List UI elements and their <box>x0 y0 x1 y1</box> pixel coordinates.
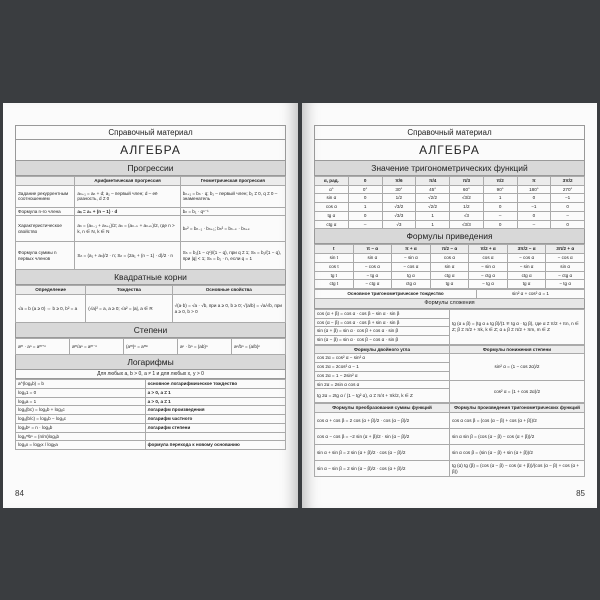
table-cell: sin α + sin β = 2 sin (α + β)/2 · cos (α − β)/2 <box>315 445 450 461</box>
left-header: Справочный материал <box>15 125 286 140</box>
table-cell: sin α cos β = (sin (α − β) + sin (α + β))/2 <box>450 445 585 461</box>
table-cell: cos 2α = cos² α − sin² α <box>315 354 450 363</box>
table-cell: − ctg α <box>353 280 392 289</box>
addition-title: Формулы сложения <box>314 299 585 309</box>
table-cell: Формула суммы n первых членов <box>16 242 75 270</box>
table-cell: cos α − cos β = −2 sin (α + β)/2 · sin (α − β)/2 <box>315 429 450 445</box>
table-cell <box>145 432 285 441</box>
logs-note: Для любых a, b > 0, a ≠ 1 и для любых x, y > 0 <box>15 370 286 379</box>
table-cell: logₐx = logᵦx / logᵦa <box>16 441 146 450</box>
table-cell: 0 <box>483 203 517 212</box>
progressions-title: Прогрессии <box>15 161 286 176</box>
table-cell: sin α <box>430 262 469 271</box>
page-number-right: 85 <box>576 489 585 498</box>
identity-table <box>314 289 585 299</box>
table-header-cell: π/2 <box>483 177 517 186</box>
table-cell: 270° <box>551 185 585 194</box>
table-cell: sin α − sin β = 2 sin (α − β)/2 · cos (α + β)/2 <box>315 461 450 477</box>
table-cell: √(a·b) = √a · √b, при a ≥ 0, b ≥ 0; √(a/b) = √a/√b, при a ≥ 0, b > 0 <box>172 295 285 323</box>
logs-table <box>15 379 286 450</box>
table-cell: 1/2 <box>450 203 484 212</box>
table-cell: 1 <box>416 211 450 220</box>
table-cell: logₐbⁿ = n · logₐb <box>16 423 146 432</box>
table-cell: 45° <box>416 185 450 194</box>
table-cell: Sₙ = (a₁ + aₙ)/2 · n; Sₙ = (2a₁ + (n − 1) · d)/2 · n <box>75 242 180 270</box>
table-row <box>315 211 585 220</box>
table-cell: 180° <box>517 185 551 194</box>
table-cell: a > 0, a ≠ 1 <box>145 397 285 406</box>
table-cell: aⁿ/bⁿ = (a/b)ⁿ <box>232 339 286 355</box>
table-cell: – <box>517 220 551 229</box>
table-cell: logₐa = 1 <box>16 397 146 406</box>
table-cell: a^(logₐb) = b <box>16 380 146 389</box>
identity-label: Основное тригонометрическое тождество <box>315 290 477 299</box>
addition-table <box>314 309 585 345</box>
table-cell: (√a)² = a, a ≥ 0; √a² = |a|, a ∈ R <box>86 295 172 323</box>
table-cell: − cos α <box>392 262 431 271</box>
table-cell: 0 <box>348 211 382 220</box>
table-cell: cos α <box>430 254 469 263</box>
table-cell: − sin α <box>469 262 508 271</box>
table-cell: sin α <box>315 194 349 203</box>
table-row <box>315 280 585 289</box>
table-cell: − cos α <box>546 254 585 263</box>
table-cell: bₙ² = bₙ₋₁ · bₙ₊₁; bₙ² = bₙ₋ₖ · bₙ₊ₖ <box>180 216 285 242</box>
table-cell: sin² α = (1 − cos 2α)/2 <box>450 354 585 380</box>
roots-title: Квадратные корни <box>15 270 286 285</box>
table-cell: − tg α <box>546 280 585 289</box>
table-cell: Sₙ = b₁(1 − qⁿ)/(1 − q), при q ≠ 1; Sₙ = b₁/(1 − q), при |q| < 1; Sₙ = b₁ · n, если q = 1 <box>180 242 285 270</box>
table-cell: логарифм частного <box>145 415 285 424</box>
table-header-cell: π/4 <box>416 177 450 186</box>
table-cell: tg α <box>430 280 469 289</box>
left-page <box>3 103 298 508</box>
table-cell: √2/2 <box>416 194 450 203</box>
table-cell: cos (α − β) = cos α · cos β + sin α · sin β <box>315 318 450 327</box>
table-cell: logₐ1 = 0 <box>16 388 146 397</box>
table-cell: sin α <box>353 254 392 263</box>
roots-header: Основные свойства <box>172 286 285 295</box>
table-cell: √3/2 <box>450 194 484 203</box>
table-header-cell: π/6 <box>382 177 416 186</box>
table-cell: 1 <box>416 220 450 229</box>
table-header-cell: π + α <box>392 245 431 254</box>
table-header-cell: π/3 <box>450 177 484 186</box>
right-page <box>302 103 597 508</box>
table-cell: cos 2α = 2cos² α − 1 <box>315 363 450 372</box>
prog-header-empty <box>16 177 75 186</box>
table-header-cell: π/2 + α <box>469 245 508 254</box>
table-cell: tg t <box>315 271 354 280</box>
table-cell: √3/3 <box>450 220 484 229</box>
table-cell: cos (α + β) = cos α · cos β − sin α · sin β <box>315 309 450 318</box>
table-cell: 1 <box>483 194 517 203</box>
roots-header: Определение <box>16 286 86 295</box>
table-cell: Задание рекуррентным соотношением <box>16 185 75 207</box>
table-header-cell: π − α <box>353 245 392 254</box>
table-cell: logₐ(bc) = logₐb + logₐc <box>16 406 146 415</box>
table-cell: sin t <box>315 254 354 263</box>
table-cell: 60° <box>450 185 484 194</box>
table-header-cell: α, рад. <box>315 177 349 186</box>
table-cell: sin α <box>546 262 585 271</box>
table-cell: 1 <box>348 203 382 212</box>
tg-addition-cell: tg (α ± β) = (tg α ± tg β)/(1 ∓ tg α · tg β), где α ≠ π/2 + πn, n ∈ Z; β ≠ π/2 + πk, k ∈ Z; α ± β ≠ π/2 + πm, m ∈ Z <box>450 309 585 344</box>
table-cell: − ctg α <box>546 271 585 280</box>
table-cell: cos α <box>469 254 508 263</box>
table-cell: sin (α + β) = sin α · cos β + cos α · sin β <box>315 327 450 336</box>
table-cell: 90° <box>483 185 517 194</box>
table-cell: a > 0, a ≠ 1 <box>145 388 285 397</box>
table-cell: логарифм произведения <box>145 406 285 415</box>
table-header-cell: t <box>315 245 354 254</box>
table-cell: основное логарифмическое тождество <box>145 380 285 389</box>
table-cell: cos α <box>315 203 349 212</box>
table-header-cell: π/2 − α <box>430 245 469 254</box>
logs-title: Логарифмы <box>15 355 286 370</box>
table-cell: 0° <box>348 185 382 194</box>
table-cell: ctg α <box>430 271 469 280</box>
table-cell: tg α <box>507 280 546 289</box>
table-row <box>315 271 585 280</box>
lowering-title: Формулы понижения степени <box>450 345 585 354</box>
table-row <box>315 194 585 203</box>
progressions-table <box>15 176 286 270</box>
trig-values-table <box>314 176 585 229</box>
roots-header: Тождества <box>86 286 172 295</box>
sum-to-product-title: Формулы преобразования суммы функций <box>315 404 450 413</box>
table-cell: √a = b (a ≥ 0) ⇔ b ≥ 0, b² = a <box>16 295 86 323</box>
identity-formula: sin² α + cos² α = 1 <box>477 290 585 299</box>
table-cell: logₐ(b/c) = logₐb − logₐc <box>16 415 146 424</box>
table-row <box>315 254 585 263</box>
right-header: Справочный материал <box>314 125 585 140</box>
table-cell: aⁿ · bⁿ = (ab)ⁿ <box>178 339 232 355</box>
page-number-left: 84 <box>15 489 24 498</box>
table-cell: 0 <box>551 203 585 212</box>
table-cell: − tg α <box>469 280 508 289</box>
table-cell: − ctg α <box>469 271 508 280</box>
table-cell: √2/2 <box>416 203 450 212</box>
table-cell: cos 2α = 1 − 2sin² α <box>315 371 450 380</box>
table-cell: sin 2α = 2sin α cos α <box>315 380 450 389</box>
left-title: АЛГЕБРА <box>15 140 286 161</box>
transform-table <box>314 403 585 477</box>
table-cell: 0 <box>483 220 517 229</box>
table-cell: 30° <box>382 185 416 194</box>
table-cell: – <box>348 220 382 229</box>
table-cell: 0 <box>348 194 382 203</box>
table-row <box>315 220 585 229</box>
table-cell: 0 <box>551 220 585 229</box>
table-cell: −1 <box>517 203 551 212</box>
reduction-table <box>314 244 585 289</box>
table-cell: aₙ = (aₙ₋₁ + aₙ₊₁)/2; aₙ = (aₙ₋ₖ + aₙ₊ₖ)/2, где n > k, n ∈ N, k ∈ N <box>75 216 180 242</box>
table-header-cell: 0 <box>348 177 382 186</box>
table-header-cell: 3π/2 − α <box>507 245 546 254</box>
table-cell: sin (α − β) = sin α · cos β − cos α · sin β <box>315 336 450 345</box>
reduction-title: Формулы приведения <box>314 229 585 244</box>
table-cell: логарифм степени <box>145 423 285 432</box>
table-cell: − cos α <box>353 262 392 271</box>
table-cell: − tg α <box>353 271 392 280</box>
double-lowering-table <box>314 345 585 404</box>
table-cell: √3 <box>382 220 416 229</box>
table-cell: cos α + cos β = 2 cos (α + β)/2 · cos (α − β)/2 <box>315 413 450 429</box>
table-cell: Характеристическое свойство <box>16 216 75 242</box>
table-cell: − cos α <box>507 254 546 263</box>
table-cell: α° <box>315 185 349 194</box>
table-row <box>315 203 585 212</box>
table-cell: – <box>483 211 517 220</box>
right-title: АЛГЕБРА <box>314 140 585 161</box>
powers-title: Степени <box>15 323 286 338</box>
table-cell: − sin α <box>507 262 546 271</box>
prog-header-arith: Арифметическая прогрессия <box>75 177 180 186</box>
table-cell: aₙ = a₁ + (n − 1) · d <box>75 207 180 216</box>
prog-header-geom: Геометрическая прогрессия <box>180 177 285 186</box>
table-cell: tg 2α = 2tg α / (1 − tg² α), α ≠ π/4 + πk/2, k ∈ Z <box>315 389 450 403</box>
table-cell: ctg α <box>315 220 349 229</box>
table-cell: 1/2 <box>382 194 416 203</box>
table-cell: aᵐ/aⁿ = aᵐ⁻ⁿ <box>70 339 124 355</box>
table-cell: 0 <box>517 194 551 203</box>
table-cell: tg α <box>392 271 431 280</box>
table-row <box>315 262 585 271</box>
table-cell: logₐᵐbⁿ = (n/m)logₐb <box>16 432 146 441</box>
double-title: Формулы двойного угла <box>315 345 450 354</box>
table-cell: cos t <box>315 262 354 271</box>
table-header-cell: π <box>517 177 551 186</box>
table-cell: (aᵐ)ⁿ = aᵐⁿ <box>124 339 178 355</box>
table-cell: cos² α = (1 + cos 2α)/2 <box>450 380 585 403</box>
table-cell: bₙ₊₁ = bₙ · q; b₁ – первый член; b₁ ≠ 0, q ≠ 0 – знаменатель <box>180 185 285 207</box>
table-row <box>315 185 585 194</box>
table-cell: aᵐ · aⁿ = aᵐ⁺ⁿ <box>16 339 70 355</box>
powers-table <box>15 338 286 355</box>
table-header-cell: 3π/2 <box>551 177 585 186</box>
table-cell: – <box>551 211 585 220</box>
table-cell: Формула n-го члена <box>16 207 75 216</box>
table-cell: формула перехода к новому основанию <box>145 441 285 450</box>
table-cell: √3/2 <box>382 203 416 212</box>
table-cell: ctg t <box>315 280 354 289</box>
table-cell: ctg α <box>507 271 546 280</box>
table-cell: −1 <box>551 194 585 203</box>
roots-table <box>15 285 286 323</box>
table-cell: ctg α <box>392 280 431 289</box>
table-cell: 0 <box>517 211 551 220</box>
table-header-cell: 3π/2 + α <box>546 245 585 254</box>
table-cell: tg (α) tg (β) = (cos (α − β) − cos (α + β))/(cos (α − β) + cos (α + β)) <box>450 461 585 477</box>
table-cell: √3/3 <box>382 211 416 220</box>
table-cell: − sin α <box>392 254 431 263</box>
table-cell: tg α <box>315 211 349 220</box>
table-cell: √3 <box>450 211 484 220</box>
trig-values-title: Значение тригонометрических функций <box>314 161 585 176</box>
table-cell: aₙ₊₁ = aₙ + d; a₁ – первый член; d – её разность, d ≠ 0 <box>75 185 180 207</box>
product-to-sum-title: Формулы произведения тригонометрических функций <box>450 404 585 413</box>
table-cell: sin α sin β = (cos (α − β) − cos (α + β))/2 <box>450 429 585 445</box>
table-cell: cos α cos β = (cos (α − β) + cos (α + β))/2 <box>450 413 585 429</box>
table-cell: bₙ = b₁ · qⁿ⁻¹ <box>180 207 285 216</box>
